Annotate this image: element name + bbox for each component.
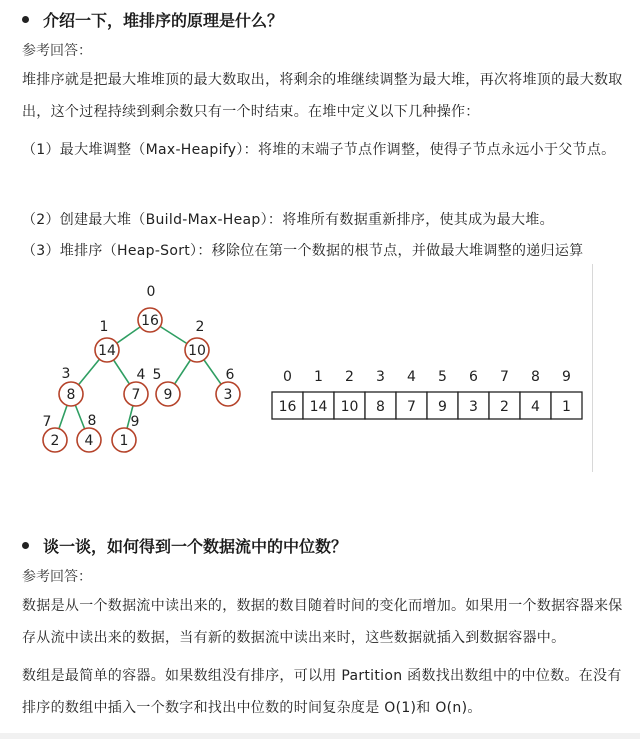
question-title: 介绍一下，堆排序的原理是什么？ [43, 11, 284, 30]
heap-node-index: 0 [146, 284, 156, 300]
operation-item-3: （3）堆排序（Heap-Sort）：移除位在第一个数据的根节点，并做最大堆调整的递归运算 [22, 243, 584, 259]
array-value: 10 [340, 399, 359, 415]
array-value: 8 [376, 399, 385, 415]
array-value: 4 [531, 399, 540, 415]
array-value: 2 [500, 399, 509, 415]
array-index: 5 [438, 369, 447, 385]
array-index: 1 [314, 369, 323, 385]
array-value: 14 [309, 399, 328, 415]
question-title: 谈一谈，如何得到一个数据流中的中位数？ [43, 537, 348, 556]
heap-node-index: 7 [42, 414, 52, 430]
array-value: 7 [407, 399, 416, 415]
heap-node-index: 8 [87, 413, 97, 429]
array-index: 7 [500, 369, 509, 385]
heap-node-value: 9 [163, 387, 173, 403]
heap-node-index: 4 [136, 367, 146, 383]
reference-answer-label: 参考回答： [22, 43, 92, 59]
array-index: 8 [531, 369, 540, 385]
reference-answer-label: 参考回答： [22, 569, 92, 585]
heap-node-index: 9 [130, 414, 140, 430]
array-index: 0 [283, 369, 292, 385]
figure-border [592, 264, 593, 472]
heap-sort-paragraph: 堆排序就是把最大堆堆顶的最大数取出，将剩余的堆继续调整为最大堆，再次将堆顶的最大数取出，这个过程持续到剩余数只有一个时结束。在堆中定义以下几种操作： [22, 72, 623, 120]
heap-node-value: 3 [223, 387, 233, 403]
bullet-icon [22, 16, 29, 23]
heap-figure [0, 262, 640, 522]
bullet-icon [22, 542, 29, 549]
median-paragraph-2: 数组是最简单的容器。如果数组没有排序，可以用 Partition 函数找出数组中的中位数。在没有排序的数组中插入一个数字和找出中位数的时间复杂度是 O(1)和 O(n)。 [22, 668, 622, 716]
array-index: 9 [562, 369, 571, 385]
array-index: 6 [469, 369, 478, 385]
heap-node-value: 7 [131, 387, 141, 403]
heap-node-index: 2 [195, 319, 205, 335]
page-bottom-strip [0, 733, 640, 739]
operation-item-1: （1）最大堆调整（Max-Heapify）：将堆的末端子节点作调整，使得子节点永远小于父节点。 [22, 142, 616, 158]
array-index: 4 [407, 369, 416, 385]
heap-node-index: 5 [152, 367, 162, 383]
question-median-stream [22, 534, 347, 557]
question-heap-sort [22, 8, 283, 31]
heap-node-value: 1 [119, 433, 129, 449]
array-value: 16 [278, 399, 297, 415]
heap-node-index: 1 [99, 319, 109, 335]
heap-node-value: 4 [84, 433, 94, 449]
array-index: 3 [376, 369, 385, 385]
heap-node-value: 10 [188, 343, 206, 359]
heap-node-value: 16 [141, 313, 159, 329]
heap-node-value: 2 [50, 433, 60, 449]
median-paragraph-1: 数据是从一个数据流中读出来的，数据的数目随着时间的变化而增加。如果用一个数据容器来保存从流中读出来的数据，当有新的数据流中读出来时，这些数据就插入到数据容器中。 [22, 598, 623, 646]
array-value: 1 [562, 399, 571, 415]
array-value: 3 [469, 399, 478, 415]
array-value: 9 [438, 399, 447, 415]
heap-node-index: 3 [61, 366, 71, 382]
heap-node-index: 6 [225, 367, 235, 383]
array-index: 2 [345, 369, 354, 385]
operation-item-2: （2）创建最大堆（Build-Max-Heap）：将堆所有数据重新排序，使其成为最大堆。 [22, 212, 554, 228]
heap-node-value: 14 [98, 343, 116, 359]
heap-node-value: 8 [66, 387, 76, 403]
